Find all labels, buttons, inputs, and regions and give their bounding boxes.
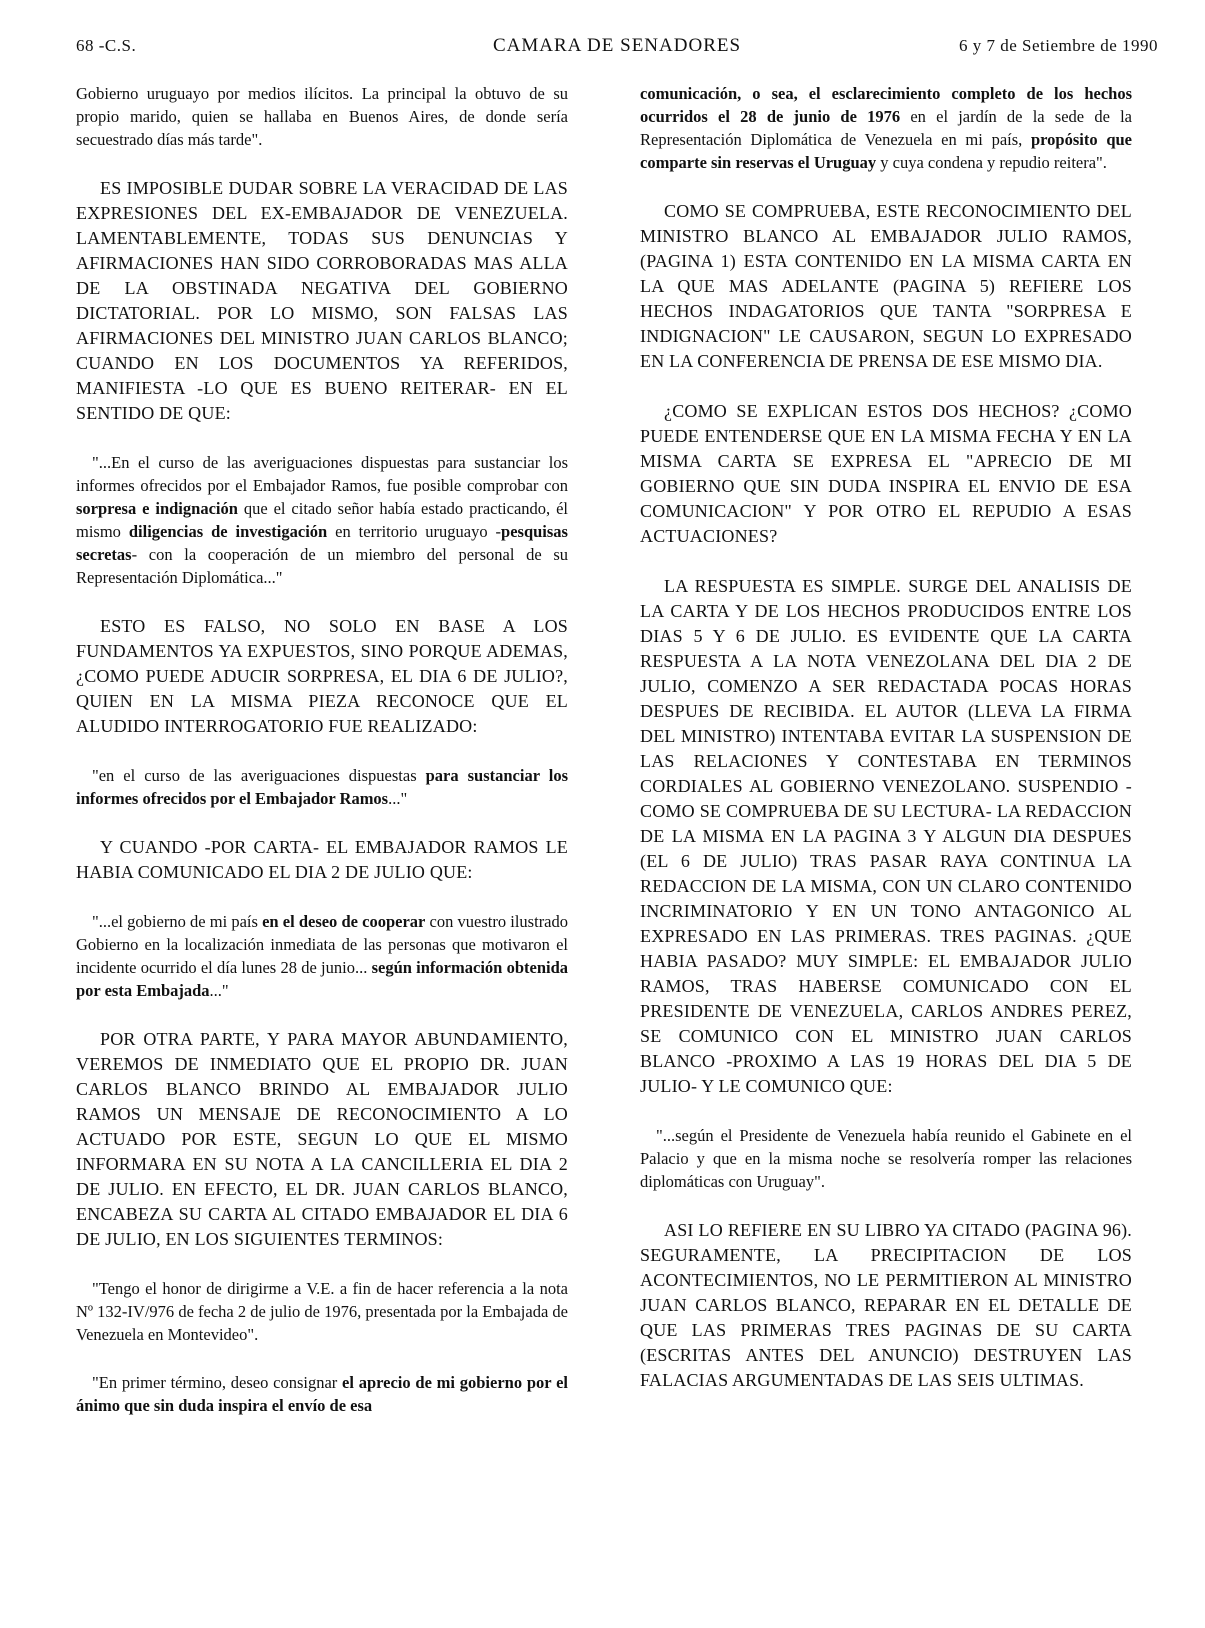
emphasis-text: propósito que comparte sin reservas el Uruguay	[640, 130, 1132, 172]
quoted-paragraph	[76, 910, 568, 1002]
emphasis-text: sorpresa e indignación	[76, 499, 238, 518]
text-run: en el jardín de la sede de la Representación Diplomática de Venezuela en mi país,	[640, 107, 1133, 149]
quoted-paragraph	[640, 1124, 1132, 1193]
emphasis-text: en el deseo de cooperar	[262, 912, 426, 931]
body-paragraph: LA RESPUESTA ES SIMPLE. SURGE DEL ANALISIS DE LA CARTA Y DE LOS HECHOS PRODUCIDOS ENTRE LOS DIAS 5 Y 6 DE JULIO. ES EVIDENTE QUE LA CARTA RESPUESTA A LA NOTA VENEZOLANA DEL DIA 2 DE JULIO, COMENZO A SER REDACTADA POCAS HORAS DESPUES DE RECIBIDA. EL AUTOR (LLEVA LA FIRMA DEL MINISTRO) INTENTABA EVITAR LA SUSPENSION DE LAS RELACIONES Y CONTESTABA EN TERMINOS CORDIALES AL GOBIERNO VENEZOLANO. SUSPENDIO -COMO SE COMPRUEBA DE SU LECTURA- LA REDACCION DE LA MISMA EN LA PAGINA 3 Y ALGUN DIA DESPUES (EL 6 DE JULIO) TRAS PASAR RAYA CONTINUA LA REDACCION DE LA MISMA, CON UN CLARO CONTENIDO INCRIMINATORIO Y EN UN TONO ANTAGONICO AL EXPRESADO EN LAS PRIMERAS. TRES PAGINAS. ¿QUE HABIA PASADO? MUY SIMPLE: EL EMBAJADOR JULIO RAMOS, TRAS HABERSE COMUNICADO CON EL PRESIDENTE DE VENEZUELA, CARLOS ANDRES PEREZ, SE COMUNICO CON EL MINISTRO JUAN CARLOS BLANCO -PROXIMO A LAS 19 HORAS DEL DIA 5 DE JULIO- Y LE COMUNICO QUE:	[640, 576, 1132, 1096]
continued-paragraph	[640, 82, 1132, 174]
text-run: - con la cooperación de un miembro del personal de su Representación Diplomática..."	[76, 545, 568, 587]
quoted-paragraph	[76, 1371, 568, 1417]
body-paragraph: POR OTRA PARTE, Y PARA MAYOR ABUNDAMIENTO, VEREMOS DE INMEDIATO QUE EL PROPIO DR. JUAN CARLOS BLANCO BRINDO AL EMBAJADOR JULIO RAMOS UN MENSAJE DE RECONOCIMIENTO A LO ACTUADO POR ESTE, SEGUN LO QUE EL MISMO INFORMARA EN SU NOTA A LA CANCILLERIA EL DIA 2 DE JULIO. EN EFECTO, EL DR. JUAN CARLOS BLANCO, ENCABEZA SU CARTA AL CITADO EMBAJADOR EL DIA 6 DE JULIO, EN LOS SIGUIENTES TERMINOS:	[76, 1029, 568, 1249]
left-column	[76, 82, 568, 1417]
emphasis-text: comunicación, o sea, el esclarecimiento completo de los hechos ocurridos el 28 de junio de 1976	[640, 84, 1132, 126]
text-run: "...el gobierno de mi país	[92, 912, 263, 931]
text-run: ..."	[388, 789, 408, 808]
text-run: y cuya condena y repudio reitera".	[876, 153, 1107, 172]
page-header	[76, 36, 1158, 62]
emphasis-text: pesquisas secretas	[76, 522, 568, 564]
body-paragraph: Y CUANDO -POR CARTA- EL EMBAJADOR RAMOS LE HABIA COMUNICADO EL DIA 2 DE JULIO QUE:	[76, 837, 568, 882]
right-column	[640, 82, 1132, 1393]
body-paragraph: ASI LO REFIERE EN SU LIBRO YA CITADO (PAGINA 96). SEGURAMENTE, LA PRECIPITACION DE LOS ACONTECIMIENTOS, NO LE PERMITIERON AL MINISTRO JUAN CARLOS BLANCO, REPARAR EN EL DETALLE DE QUE LAS PRIMERAS TRES PAGINAS DE SU CARTA (ESCRITAS ANTES DEL ANUNCIO) DESTRUYEN LAS FALACIAS ARGUMENTADAS DE LAS SEIS ULTIMAS.	[640, 1220, 1132, 1390]
text-run: en territorio uruguayo -	[327, 522, 502, 541]
body-paragraph: ¿COMO SE EXPLICAN ESTOS DOS HECHOS? ¿COMO PUEDE ENTENDERSE QUE EN LA MISMA FECHA Y EN LA MISMA CARTA SE EXPRESA EL "APRECIO DE MI GOBIERNO QUE SIN DUDA INSPIRA EL ENVIO DE ESA COMUNICACION" Y POR OTRO EL REPUDIO A ESAS ACTUACIONES?	[640, 401, 1132, 546]
body-paragraph: ES IMPOSIBLE DUDAR SOBRE LA VERACIDAD DE LAS EXPRESIONES DEL EX-EMBAJADOR DE VENEZUELA. LAMENTABLEMENTE, TODAS SUS DENUNCIAS Y AFIRMACIONES HAN SIDO CORROBORADAS MAS ALLA DE LA OBSTINADA NEGATIVA DEL GOBIERNO DICTATORIAL. POR LO MISMO, SON FALSAS LAS AFIRMACIONES DEL MINISTRO JUAN CARLOS BLANCO; CUANDO EN LOS DOCUMENTOS YA REFERIDOS, MANIFIESTA -LO QUE ES BUENO REITERAR- EN EL SENTIDO DE QUE:	[76, 178, 568, 423]
text-run: "...En el curso de las averiguaciones dispuestas para sustanciar los informes ofrecidos por el Embajador Ramos, fue posible comprobar con	[76, 453, 568, 495]
emphasis-text: según información obtenida por esta Embajada	[76, 958, 568, 1000]
page-title: CAMARA DE SENADORES	[492, 35, 742, 56]
emphasis-text: el aprecio de mi gobierno por el ánimo que sin duda inspira el envío de esa	[76, 1373, 568, 1415]
text-run: ..."	[209, 981, 229, 1000]
quoted-paragraph	[76, 1277, 568, 1346]
continued-paragraph: Gobierno uruguayo por medios ilícitos. La principal la obtuvo de su propio marido, quien se hallaba en Buenos Aires, de donde sería secuestrado días más tarde".	[76, 84, 568, 149]
body-paragraph: ESTO ES FALSO, NO SOLO EN BASE A LOS FUNDAMENTOS YA EXPUESTOS, SINO PORQUE ADEMAS, ¿COMO PUEDE ADUCIR SORPRESA, EL DIA 6 DE JULIO?, QUIEN EN LA MISMA PIEZA RECONOCE QUE EL ALUDIDO INTERROGATORIO FUE REALIZADO:	[76, 616, 568, 736]
body-paragraph: COMO SE COMPRUEBA, ESTE RECONOCIMIENTO DEL MINISTRO BLANCO AL EMBAJADOR JULIO RAMOS, (PAGINA 1) ESTA CONTENIDO EN LA MISMA CARTA EN LA QUE MAS ADELANTE (PAGINA 5) REFIERE LOS HECHOS INDAGATORIOS QUE TANTA "SORPRESA E INDIGNACION" LE CAUSARON, SEGUN LO EXPRESADO EN LA CONFERENCIA DE PRENSA DE ESE MISMO DIA.	[640, 201, 1132, 371]
page-number: 68 -C.S.	[76, 36, 137, 55]
text-run: "En primer término, deseo consignar	[92, 1373, 343, 1392]
emphasis-text: diligencias de investigación	[128, 522, 328, 541]
session-date: 6 y 7 de Setiembre de 1990	[958, 36, 1158, 55]
quoted-paragraph	[76, 764, 568, 810]
quoted-paragraph	[76, 451, 568, 589]
text-run: "Tengo el honor de dirigirme a V.E. a fin de hacer referencia a la nota Nº 132-IV/976 de fecha 2 de julio de 1976, presentada por la Embajada de Venezuela en Montevideo".	[76, 1279, 568, 1344]
emphasis-text: para sustanciar los informes ofrecidos por el Embajador Ramos	[76, 766, 568, 808]
text-run: con vuestro ilustrado Gobierno en la localización inmediata de las personas que motivaron el incidente ocurrido el día lunes 28 de junio...	[76, 912, 569, 977]
text-run: "...según el Presidente de Venezuela había reunido el Gabinete en el Palacio y que en la misma noche se resolvería romper las relaciones diplomáticas con Uruguay".	[640, 1126, 1132, 1191]
text-run: que el citado señor había estado practicando, él mismo	[76, 499, 568, 541]
text-run: "en el curso de las averiguaciones dispuestas	[92, 766, 426, 785]
